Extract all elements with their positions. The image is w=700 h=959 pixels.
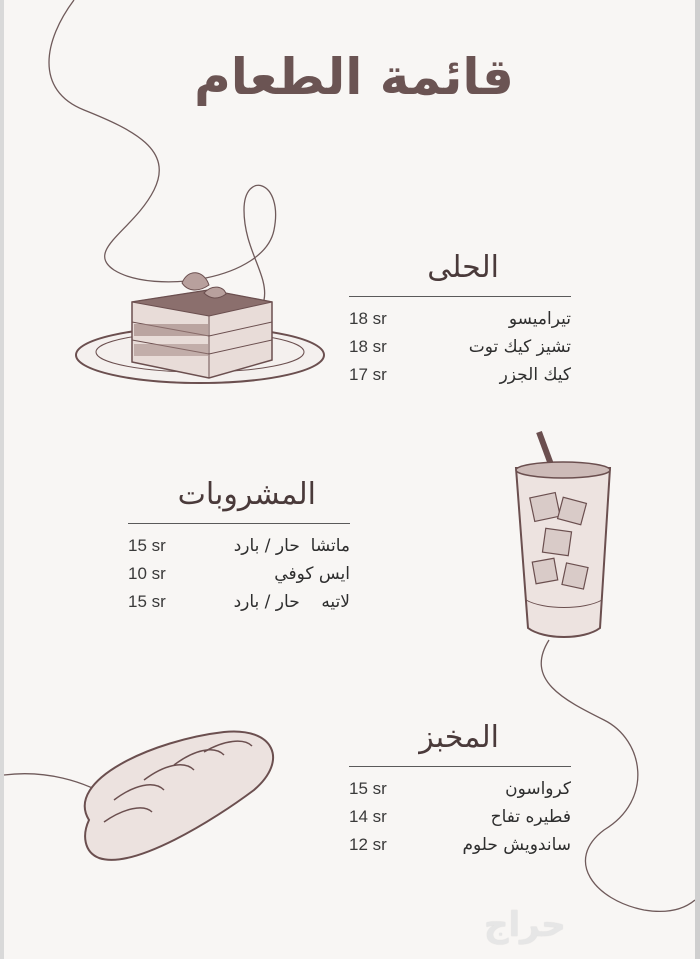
section-title: الحلى <box>427 250 499 285</box>
section-divider <box>349 766 571 767</box>
page-edge <box>695 0 700 959</box>
item-name: تشيز كيك توت <box>468 337 571 357</box>
section-bakery <box>349 720 571 859</box>
cake-illustration <box>76 273 324 383</box>
item-name: كرواسون <box>505 779 571 799</box>
item-price: 10 sr <box>128 564 166 583</box>
watermark-logo: حراج <box>484 905 566 945</box>
item-name: فطيره تفاح <box>490 807 571 827</box>
item-price: 18 sr <box>349 337 387 356</box>
menu-item <box>349 803 571 831</box>
menu-item <box>349 831 571 859</box>
menu-item <box>349 333 571 361</box>
item-price: 18 sr <box>349 309 387 328</box>
section-divider <box>349 296 571 297</box>
section-desserts <box>349 250 571 389</box>
item-price: 15 sr <box>349 779 387 798</box>
item-name: ايس كوفي <box>274 564 350 584</box>
section-title: المخبز <box>419 720 499 755</box>
item-name: تيراميسو <box>508 309 571 329</box>
menu-title: قائمة الطعام <box>194 48 514 106</box>
item-name: ماتشا حار / بارد <box>233 536 350 556</box>
menu-item <box>128 560 350 588</box>
menu-item <box>349 775 571 803</box>
item-name: كيك الجزر <box>499 365 571 385</box>
item-price: 17 sr <box>349 365 387 384</box>
menu-item <box>128 588 350 616</box>
item-name: ساندويش حلوم <box>462 835 571 855</box>
item-price: 15 sr <box>128 536 166 555</box>
menu-item <box>349 305 571 333</box>
section-drinks <box>128 477 350 616</box>
iced-drink-illustration <box>516 432 610 637</box>
menu-item <box>128 532 350 560</box>
menu-item <box>349 361 571 389</box>
item-price: 12 sr <box>349 835 387 854</box>
section-title: المشروبات <box>177 477 316 512</box>
item-price: 14 sr <box>349 807 387 826</box>
bread-illustration <box>85 731 273 859</box>
item-name: لاتيه حار / بارد <box>233 592 350 612</box>
section-divider <box>128 523 350 524</box>
item-price: 15 sr <box>128 592 166 611</box>
menu-page <box>4 0 695 959</box>
